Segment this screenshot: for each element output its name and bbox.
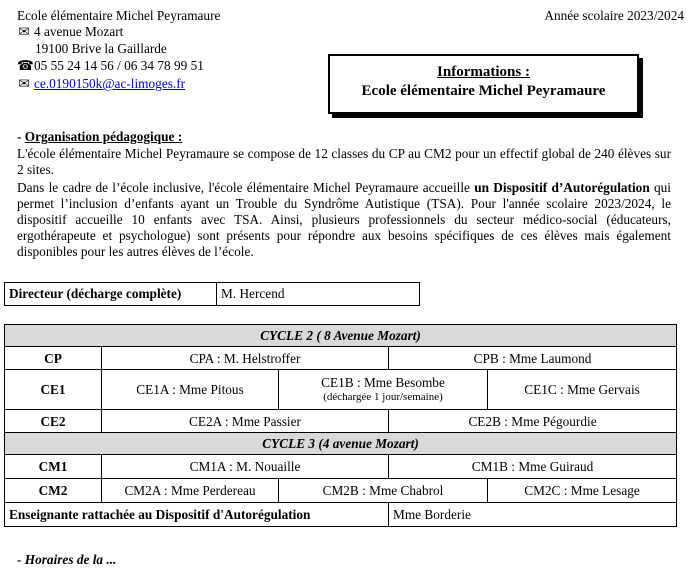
class-ce2a: CE2A : Mme Passier	[102, 410, 389, 433]
class-cm1b: CM1B : Mme Guiraud	[389, 455, 677, 479]
phone-line	[17, 58, 204, 74]
level-ce2: CE2	[5, 410, 102, 433]
address-line1	[17, 24, 123, 40]
class-ce1a: CE1A : Mme Pitous	[102, 370, 279, 410]
director-table	[4, 282, 420, 306]
director-name: M. Hercend	[217, 283, 420, 306]
paragraph-2-bold: un Dispositif d’Autorégulation	[474, 180, 650, 195]
school-year: Année scolaire 2023/2024	[544, 8, 684, 23]
dispositif-teacher: Mme Borderie	[389, 503, 677, 527]
classes-table	[4, 324, 677, 527]
dispositif-label: Enseignante rattachée au Dispositif d'Autorégulation	[5, 503, 389, 527]
mail-icon: ✉	[18, 76, 30, 91]
class-ce1b	[279, 370, 488, 410]
class-ce1b-note: (déchargée 1 jour/semaine)	[323, 390, 443, 403]
phone-number: 05 55 24 14 56 / 06 34 78 99 51	[34, 58, 204, 73]
section-prefix: -	[17, 129, 25, 144]
paragraph-2-end: qui permet l’inclusion d’enfants ayant un Trouble du Syndrôme Autistique (TSA). Pour l'année scolaire 2023/2024, le dispositif accueille 10 enfants avec TSA. Ainsi, plusieurs professionnels du secteur médico-social (éducateurs, ergothérapeute et psychologue) sont présents pour répondre aux besoins spécifiques de ces élèves mais également disponibles pour les autres élèves de l’école.	[17, 180, 671, 259]
class-ce1b-teacher: CE1B : Mme Besombe	[321, 374, 445, 390]
address-street: 4 avenue Mozart	[34, 24, 124, 39]
paragraph-2	[17, 180, 671, 260]
cycle3-header: CYCLE 3 (4 avenue Mozart)	[5, 433, 677, 455]
level-cm1: CM1	[5, 455, 102, 479]
paragraph-2-start: Dans le cadre de l’école inclusive, l'école élémentaire Michel Peyramaure accueille	[17, 180, 475, 195]
level-ce1: CE1	[5, 370, 102, 410]
level-cm2: CM2	[5, 479, 102, 503]
info-box-subtitle: Ecole élémentaire Michel Peyramaure	[361, 83, 606, 99]
email-line	[17, 76, 185, 92]
section-title-text: Organisation pédagogique :	[24, 129, 183, 144]
class-ce1c: CE1C : Mme Gervais	[488, 370, 677, 410]
class-ce2b: CE2B : Mme Pégourdie	[389, 410, 677, 433]
director-label: Directeur (décharge complète)	[5, 283, 217, 306]
paragraph-1: L'école élémentaire Michel Peyramaure se compose de 12 classes du CP au CM2 pour un effectif global de 240 élèves sur 2 sites.	[17, 146, 671, 177]
level-cp: CP	[5, 347, 102, 370]
section-title	[17, 129, 182, 145]
next-section-title: - Horaires de la ...	[17, 552, 117, 567]
class-cm2a: CM2A : Mme Perdereau	[102, 479, 279, 503]
address-line2: 19100 Brive la Gaillarde	[35, 41, 167, 56]
envelope-icon: ✉	[18, 24, 30, 39]
class-cm1a: CM1A : M. Nouaille	[102, 455, 389, 479]
school-name: Ecole élémentaire Michel Peyramaure	[17, 8, 221, 23]
info-box-title: Informations :	[437, 64, 530, 80]
class-cm2b: CM2B : Mme Chabrol	[279, 479, 488, 503]
class-cm2c: CM2C : Mme Lesage	[488, 479, 677, 503]
email-link[interactable]: ce.0190150k@ac-limoges.fr	[34, 76, 186, 91]
cycle2-header: CYCLE 2 ( 8 Avenue Mozart)	[5, 325, 677, 347]
class-cpb: CPB : Mme Laumond	[389, 347, 677, 370]
info-box	[328, 54, 639, 114]
phone-icon: ☎	[17, 58, 34, 73]
class-cpa: CPA : M. Helstroffer	[102, 347, 389, 370]
